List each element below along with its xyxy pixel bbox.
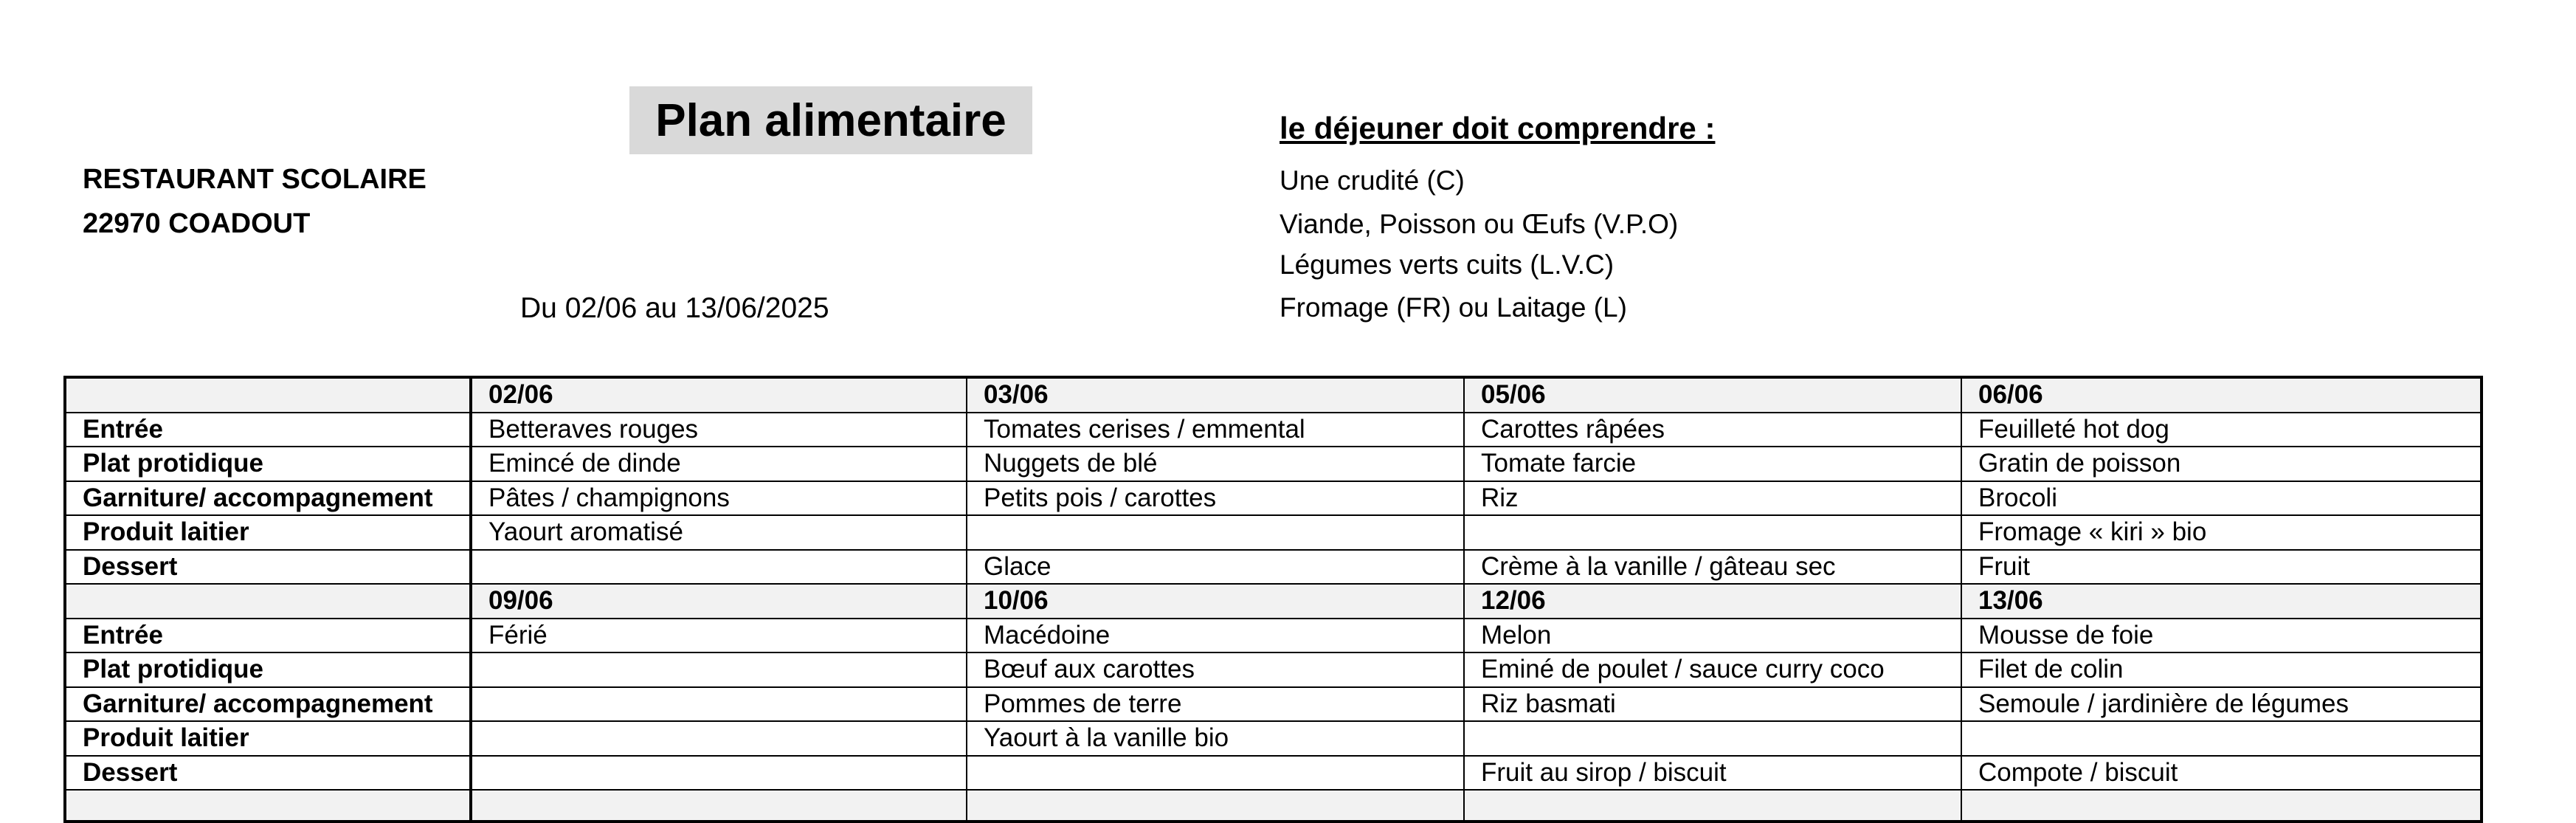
- menu-cell: Feuilleté hot dog: [1961, 413, 2482, 447]
- menu-cell: Yaourt aromatisé: [471, 515, 967, 550]
- requirements-heading: le déjeuner doit comprendre :: [1280, 111, 1716, 145]
- page-title: Plan alimentaire: [629, 86, 1032, 154]
- menu-cell: Macédoine: [967, 619, 1464, 653]
- menu-cell: [967, 515, 1464, 550]
- date-row: [65, 584, 2482, 619]
- menu-cell: Filet de colin: [1961, 652, 2482, 687]
- row-label-produit-laitier: Produit laitier: [65, 515, 471, 550]
- table-row: [65, 447, 2482, 481]
- restaurant-name: RESTAURANT SCOLAIRE: [83, 164, 427, 195]
- menu-cell: Mousse de foie: [1961, 619, 2482, 653]
- menu-cell: Betteraves rouges: [471, 413, 967, 447]
- requirement-item: Une crudité (C): [1280, 165, 1465, 196]
- menu-cell: Fruit au sirop / biscuit: [1464, 756, 1961, 791]
- date-cell: 09/06: [471, 584, 967, 619]
- menu-cell: Fromage « kiri » bio: [1961, 515, 2482, 550]
- menu-cell: Eminé de poulet / sauce curry coco: [1464, 652, 1961, 687]
- row-label-produit-laitier: Produit laitier: [65, 721, 471, 756]
- table-row: [65, 413, 2482, 447]
- date-cell: 12/06: [1464, 584, 1961, 619]
- menu-table: [63, 376, 2483, 823]
- date-cell: 02/06: [471, 377, 967, 413]
- table-corner-cell: [65, 584, 471, 619]
- row-label-garniture: Garniture/ accompagnement: [65, 481, 471, 516]
- date-cell: 05/06: [1464, 377, 1961, 413]
- menu-cell: Riz basmati: [1464, 687, 1961, 722]
- menu-cell: Riz: [1464, 481, 1961, 516]
- blank-cell: [967, 790, 1464, 822]
- menu-cell: Melon: [1464, 619, 1961, 653]
- date-cell: 06/06: [1961, 377, 2482, 413]
- blank-cell: [471, 790, 967, 822]
- menu-cell: Yaourt à la vanille bio: [967, 721, 1464, 756]
- menu-cell: [471, 721, 967, 756]
- table-row: [65, 481, 2482, 516]
- menu-cell: [967, 756, 1464, 791]
- menu-period: Du 02/06 au 13/06/2025: [520, 292, 829, 324]
- menu-cell: Gratin de poisson: [1961, 447, 2482, 481]
- menu-cell: Carottes râpées: [1464, 413, 1961, 447]
- menu-cell: [471, 550, 967, 585]
- row-label-dessert: Dessert: [65, 756, 471, 791]
- requirement-item: Fromage (FR) ou Laitage (L): [1280, 292, 1627, 323]
- blank-cell: [1961, 790, 2482, 822]
- menu-cell: Brocoli: [1961, 481, 2482, 516]
- blank-cell: [1464, 790, 1961, 822]
- menu-cell: Nuggets de blé: [967, 447, 1464, 481]
- menu-cell: [471, 652, 967, 687]
- menu-cell: Compote / biscuit: [1961, 756, 2482, 791]
- date-cell: 10/06: [967, 584, 1464, 619]
- menu-cell: [1961, 721, 2482, 756]
- menu-cell: Pâtes / champignons: [471, 481, 967, 516]
- restaurant-address: 22970 COADOUT: [83, 208, 311, 239]
- menu-cell: Semoule / jardinière de légumes: [1961, 687, 2482, 722]
- table-row: [65, 515, 2482, 550]
- menu-cell: [1464, 515, 1961, 550]
- menu-cell: Emincé de dinde: [471, 447, 967, 481]
- table-row: [65, 756, 2482, 791]
- menu-cell: Pommes de terre: [967, 687, 1464, 722]
- requirement-item: Légumes verts cuits (L.V.C): [1280, 249, 1615, 280]
- menu-cell: [471, 687, 967, 722]
- blank-cell: [65, 790, 471, 822]
- menu-cell: [1464, 721, 1961, 756]
- table-corner-cell: [65, 377, 471, 413]
- row-label-plat-protidique: Plat protidique: [65, 652, 471, 687]
- row-label-garniture: Garniture/ accompagnement: [65, 687, 471, 722]
- row-label-dessert: Dessert: [65, 550, 471, 585]
- table-row: [65, 619, 2482, 653]
- menu-cell: Férié: [471, 619, 967, 653]
- table-row: [65, 687, 2482, 722]
- row-label-entree: Entrée: [65, 413, 471, 447]
- menu-cell: Glace: [967, 550, 1464, 585]
- menu-cell: Tomate farcie: [1464, 447, 1961, 481]
- date-cell: 13/06: [1961, 584, 2482, 619]
- blank-row: [65, 790, 2482, 822]
- table-row: [65, 550, 2482, 585]
- menu-cell: Petits pois / carottes: [967, 481, 1464, 516]
- menu-cell: Bœuf aux carottes: [967, 652, 1464, 687]
- date-row: [65, 377, 2482, 413]
- requirement-item: Viande, Poisson ou Œufs (V.P.O): [1280, 209, 1679, 239]
- table-row: [65, 721, 2482, 756]
- menu-cell: Tomates cerises / emmental: [967, 413, 1464, 447]
- date-cell: 03/06: [967, 377, 1464, 413]
- menu-cell: Fruit: [1961, 550, 2482, 585]
- menu-cell: [471, 756, 967, 791]
- menu-cell: Crème à la vanille / gâteau sec: [1464, 550, 1961, 585]
- row-label-entree: Entrée: [65, 619, 471, 653]
- table-row: [65, 652, 2482, 687]
- row-label-plat-protidique: Plat protidique: [65, 447, 471, 481]
